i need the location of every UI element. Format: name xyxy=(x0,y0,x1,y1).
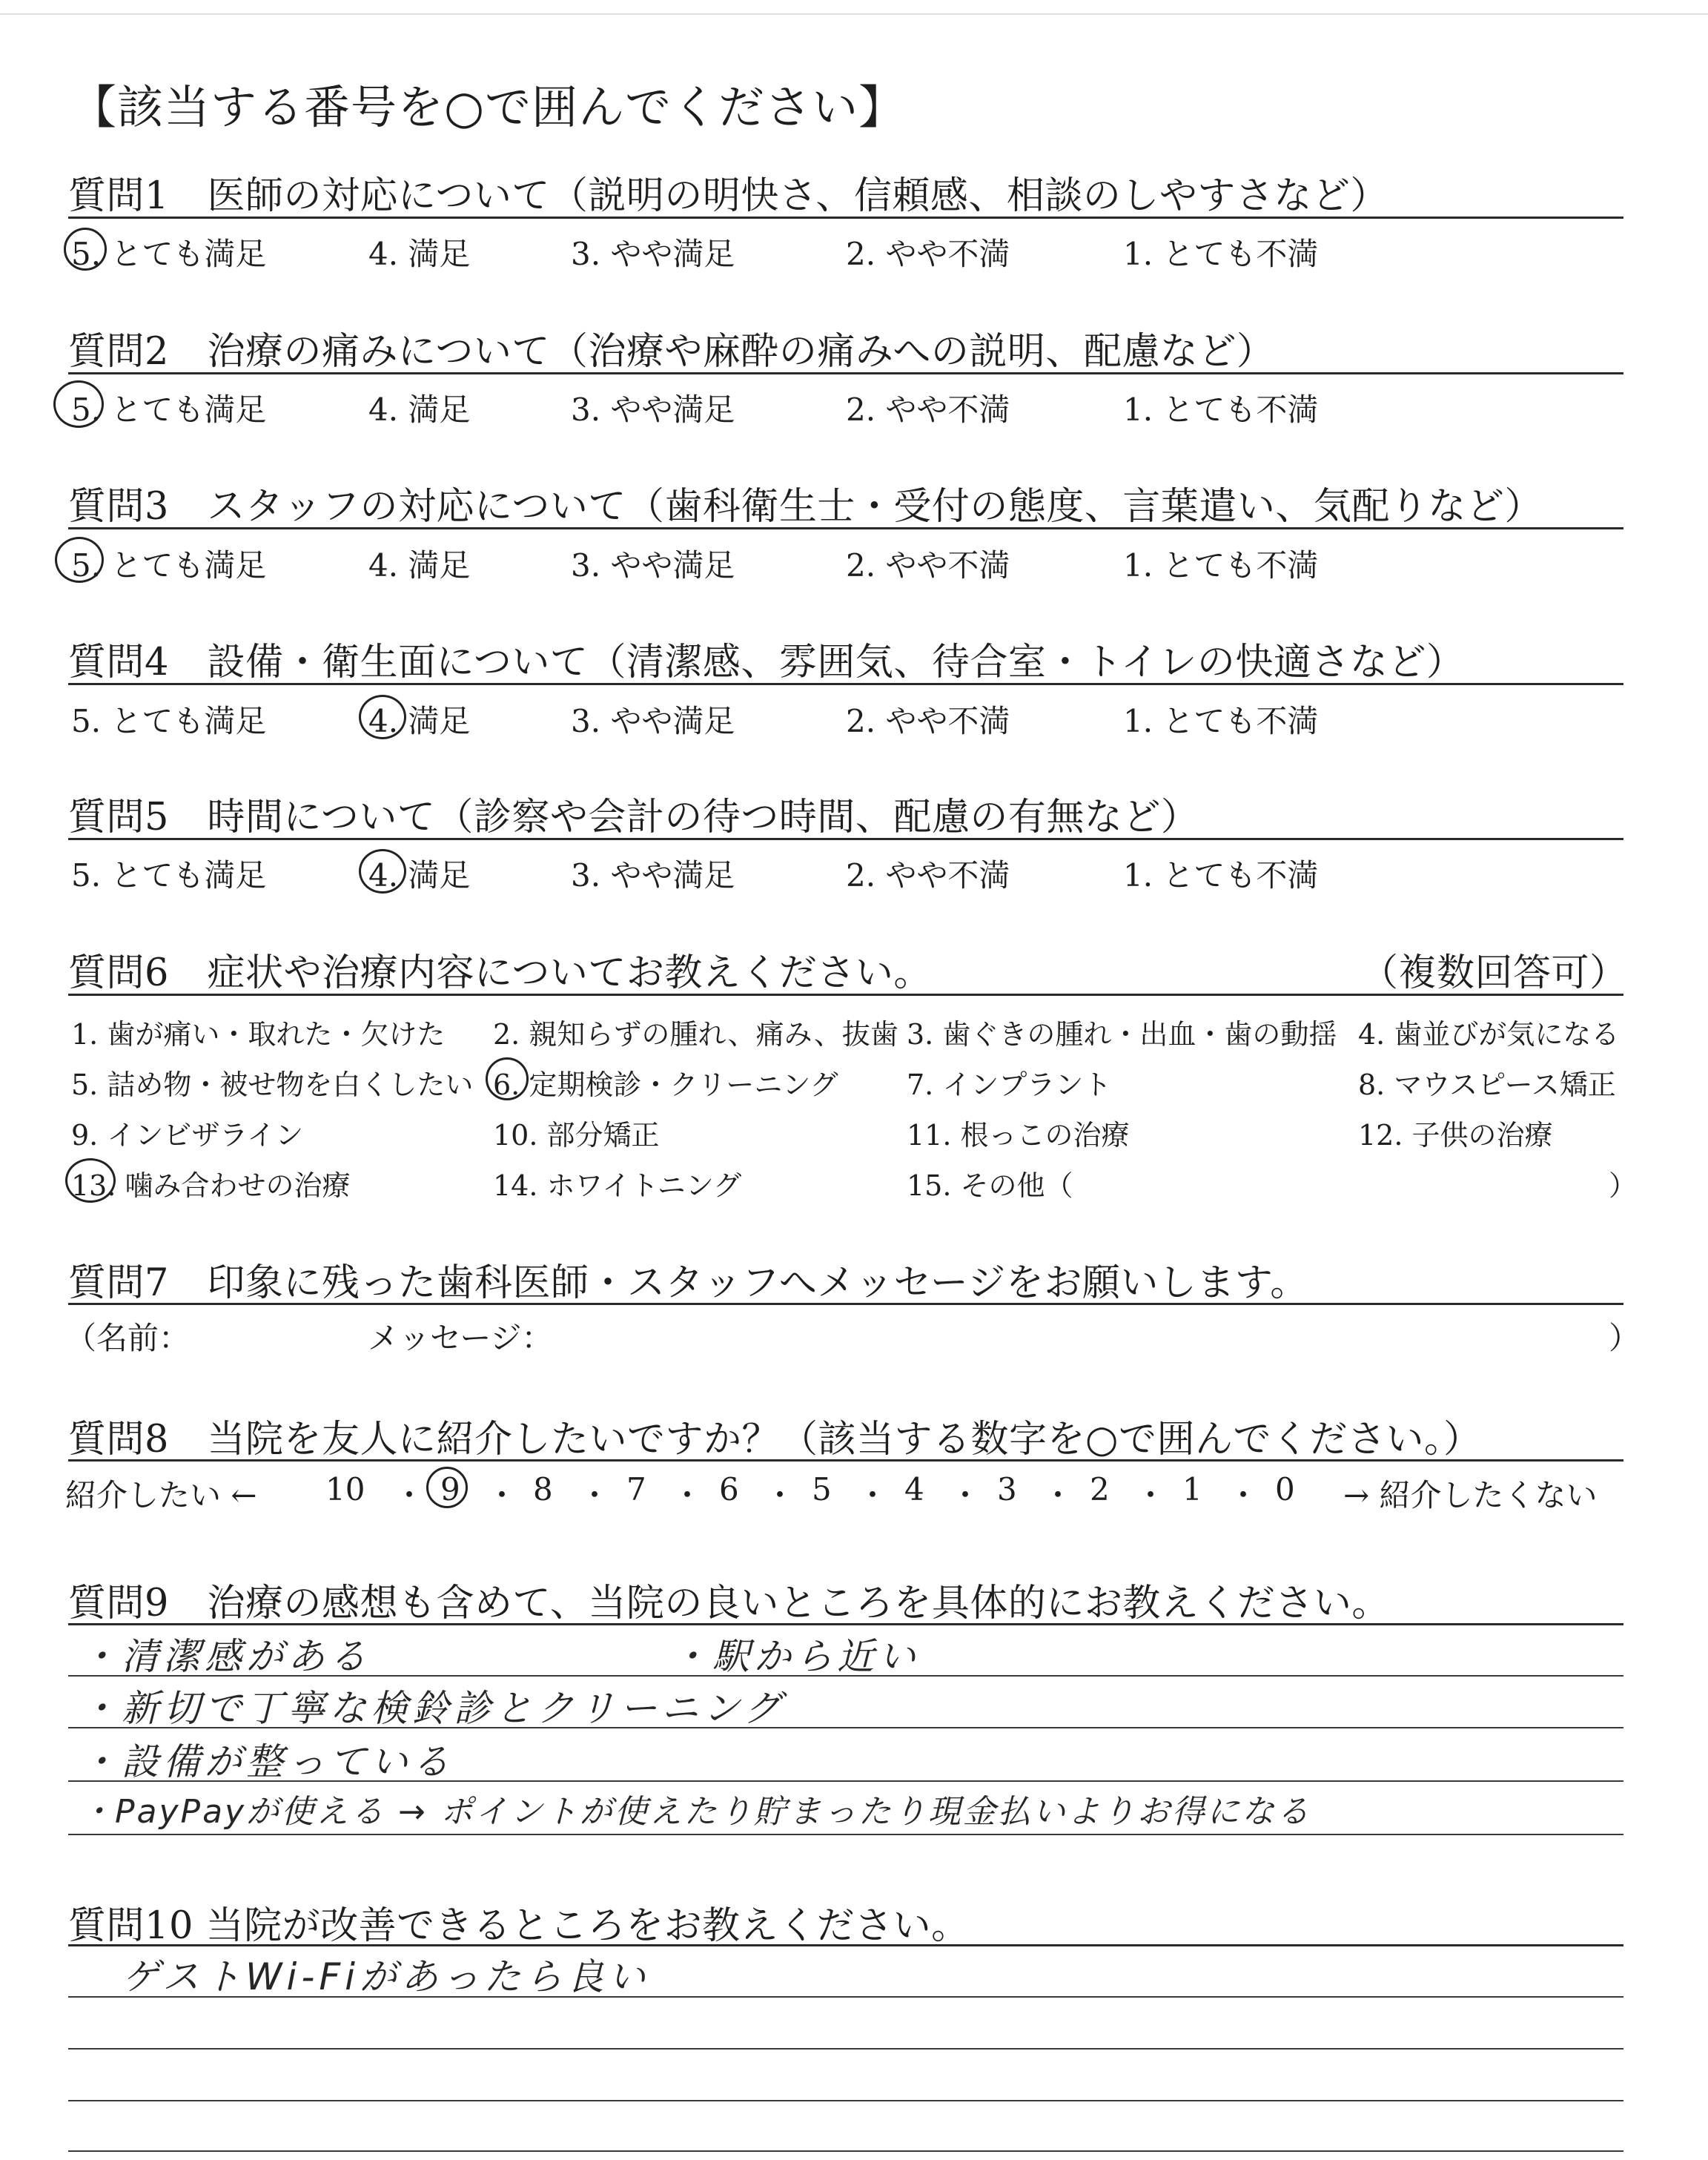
q3-option-4[interactable]: 4. 満足 xyxy=(368,547,471,584)
scale-2[interactable]: 2 xyxy=(1090,1471,1110,1507)
q1-option-1[interactable]: 1. とても不満 xyxy=(1123,236,1319,272)
scale-separator: ・ xyxy=(764,1477,796,1513)
question-1-title: 質問1 医師の対応について（説明の明快さ、信頼感、相談のしやすさなど） xyxy=(68,174,1388,218)
hand-drawn-circle-mark xyxy=(359,849,406,894)
message-close: ） xyxy=(1609,1320,1641,1356)
hand-drawn-circle-mark xyxy=(426,1467,468,1508)
divider xyxy=(68,1623,1623,1625)
q1-option-5[interactable]: 5. とても満足 xyxy=(71,236,267,272)
recommend-right-label: → 紹介したくない xyxy=(1343,1477,1598,1513)
q1-option-3[interactable]: 3. やや満足 xyxy=(571,236,735,272)
q6-option-1[interactable]: 1. 歯が痛い・取れた・欠けた xyxy=(71,1018,446,1051)
scale-separator: ・ xyxy=(1042,1477,1074,1513)
name-label: （名前： xyxy=(65,1320,191,1356)
q1-option-4[interactable]: 4. 満足 xyxy=(368,236,471,272)
divider xyxy=(68,683,1623,685)
hand-drawn-circle-mark xyxy=(55,537,104,583)
divider xyxy=(68,527,1623,529)
handwritten-answer: ・新切で丁寧な検鈴診とクリーニング xyxy=(80,1687,785,1730)
scale-separator: ・ xyxy=(672,1477,704,1513)
question-3-title: 質問3 スタッフの対応について（歯科衛生士・受付の態度、言葉遣い、気配りなど） xyxy=(68,485,1543,529)
q6-option-15-close: ） xyxy=(1609,1169,1638,1202)
divider xyxy=(68,217,1623,219)
scale-separator: ・ xyxy=(1135,1477,1167,1513)
q2-option-2[interactable]: 2. やや不満 xyxy=(846,392,1010,428)
hand-drawn-circle-mark xyxy=(64,228,107,271)
q6-option-8[interactable]: 8. マウスピース矯正 xyxy=(1358,1069,1616,1101)
question-2-title: 質問2 治療の痛みについて（治療や麻酔の痛みへの説明、配慮など） xyxy=(68,330,1275,374)
handwritten-answer: ・駅から近い xyxy=(671,1635,920,1678)
hand-drawn-circle-mark xyxy=(359,695,406,739)
q6-option-13[interactable]: 13. 噛み合わせの治療 xyxy=(71,1169,351,1202)
handwritten-answer: ・清潔感がある xyxy=(80,1635,371,1678)
q2-option-1[interactable]: 1. とても不満 xyxy=(1123,392,1319,428)
scale-8[interactable]: 8 xyxy=(533,1471,553,1507)
scale-separator: ・ xyxy=(579,1477,611,1513)
question-4-title: 質問4 設備・衛生面について（清潔感、雰囲気、待合室・トイレの快適さなど） xyxy=(68,641,1465,684)
q2-option-5[interactable]: 5. とても満足 xyxy=(71,392,267,428)
message-label: メッセージ： xyxy=(368,1320,553,1356)
scale-separator: ・ xyxy=(1228,1477,1260,1513)
hand-drawn-circle-mark xyxy=(53,380,104,428)
q4-option-4[interactable]: 4. 満足 xyxy=(368,703,471,739)
q6-option-3[interactable]: 3. 歯ぐきの腫れ・出血・歯の動揺 xyxy=(907,1018,1337,1051)
question-9-title: 質問9 治療の感想も含めて、当院の良いところを具体的にお教えください。 xyxy=(68,1582,1390,1625)
q6-option-15[interactable]: 15. その他（ xyxy=(907,1169,1073,1202)
scale-separator: ・ xyxy=(950,1477,982,1513)
q6-option-10[interactable]: 10. 部分矯正 xyxy=(493,1119,660,1152)
question-6-title: 質問6 症状や治療内容についてお教えください。 xyxy=(68,951,932,995)
question-7-title: 質問7 印象に残った歯科医師・スタッフへメッセージをお願いします。 xyxy=(68,1261,1308,1305)
q5-option-3[interactable]: 3. やや満足 xyxy=(571,857,735,894)
scale-separator: ・ xyxy=(486,1477,518,1513)
q3-option-5[interactable]: 5. とても満足 xyxy=(71,547,267,584)
scale-7[interactable]: 7 xyxy=(626,1471,646,1507)
scale-0[interactable]: 0 xyxy=(1275,1471,1295,1507)
q6-option-11[interactable]: 11. 根っこの治療 xyxy=(907,1119,1130,1152)
q4-option-5[interactable]: 5. とても満足 xyxy=(71,703,267,739)
scale-6[interactable]: 6 xyxy=(719,1471,739,1507)
q6-option-12[interactable]: 12. 子供の治療 xyxy=(1358,1119,1553,1152)
question-10-title: 質問10 当院が改善できるところをお教えください。 xyxy=(68,1904,970,1948)
q6-option-5[interactable]: 5. 詰め物・被せ物を白くしたい xyxy=(71,1069,474,1101)
divider xyxy=(68,994,1623,996)
scale-separator: ・ xyxy=(857,1477,889,1513)
divider xyxy=(68,1303,1623,1305)
page-title: 【該当する番号を○で囲んでください】 xyxy=(70,80,906,134)
scale-4[interactable]: 4 xyxy=(904,1471,924,1507)
scale-5[interactable]: 5 xyxy=(812,1471,832,1507)
hand-drawn-circle-mark xyxy=(65,1158,116,1203)
q6-option-7[interactable]: 7. インプラント xyxy=(907,1069,1112,1101)
multiple-answer-note: （複数回答可） xyxy=(1360,951,1628,995)
q2-option-3[interactable]: 3. やや満足 xyxy=(571,392,735,428)
q6-option-4[interactable]: 4. 歯並びが気になる xyxy=(1358,1018,1620,1051)
divider xyxy=(68,372,1623,374)
q2-option-4[interactable]: 4. 満足 xyxy=(368,392,471,428)
answer-line xyxy=(68,2048,1623,2050)
handwritten-answer: ゲストWi-Fiがあったら良い xyxy=(122,1955,650,1998)
q3-option-2[interactable]: 2. やや不満 xyxy=(846,547,1010,584)
scan-edge-line xyxy=(0,13,1708,15)
answer-line xyxy=(68,2150,1623,2152)
scale-3[interactable]: 3 xyxy=(997,1471,1017,1507)
q5-option-4[interactable]: 4. 満足 xyxy=(368,857,471,894)
answer-line xyxy=(68,1834,1623,1835)
question-8-title: 質問8 当院を友人に紹介したいですか？（該当する数字を○で囲んでください。） xyxy=(68,1418,1482,1462)
q6-option-9[interactable]: 9. インビザライン xyxy=(71,1119,304,1152)
q3-option-3[interactable]: 3. やや満足 xyxy=(571,547,735,584)
q5-option-5[interactable]: 5. とても満足 xyxy=(71,857,267,894)
scale-1[interactable]: 1 xyxy=(1182,1471,1202,1507)
divider xyxy=(68,838,1623,840)
handwritten-answer: ・PayPayが使える → ポイントが使えたり貯まったり現金払いよりお得になる xyxy=(80,1793,1311,1831)
q6-option-6[interactable]: 6. 定期検診・クリーニング xyxy=(493,1069,838,1101)
question-5-title: 質問5 時間について（診察や会計の待つ時間、配慮の有無など） xyxy=(68,796,1199,839)
handwritten-answer: ・設備が整っている xyxy=(80,1740,454,1783)
q3-option-1[interactable]: 1. とても不満 xyxy=(1123,547,1319,584)
q6-option-2[interactable]: 2. 親知らずの腫れ、痛み、抜歯 xyxy=(493,1018,898,1051)
divider xyxy=(68,1459,1623,1462)
recommend-left-label: 紹介したい ← xyxy=(65,1477,257,1513)
q6-option-14[interactable]: 14. ホワイトニング xyxy=(493,1169,742,1202)
q5-option-1[interactable]: 1. とても不満 xyxy=(1123,857,1319,894)
q4-option-3[interactable]: 3. やや満足 xyxy=(571,703,735,739)
q5-option-2[interactable]: 2. やや不満 xyxy=(846,857,1010,894)
q4-option-1[interactable]: 1. とても不満 xyxy=(1123,703,1319,739)
scale-10[interactable]: 10 xyxy=(325,1471,365,1507)
q1-option-2[interactable]: 2. やや不満 xyxy=(846,236,1010,272)
divider xyxy=(68,1944,1623,1946)
hand-drawn-circle-mark xyxy=(486,1057,529,1100)
answer-line xyxy=(68,2100,1623,2101)
scale-9[interactable]: 9 xyxy=(440,1471,460,1507)
scale-separator: ・ xyxy=(394,1477,426,1513)
q4-option-2[interactable]: 2. やや不満 xyxy=(846,703,1010,739)
